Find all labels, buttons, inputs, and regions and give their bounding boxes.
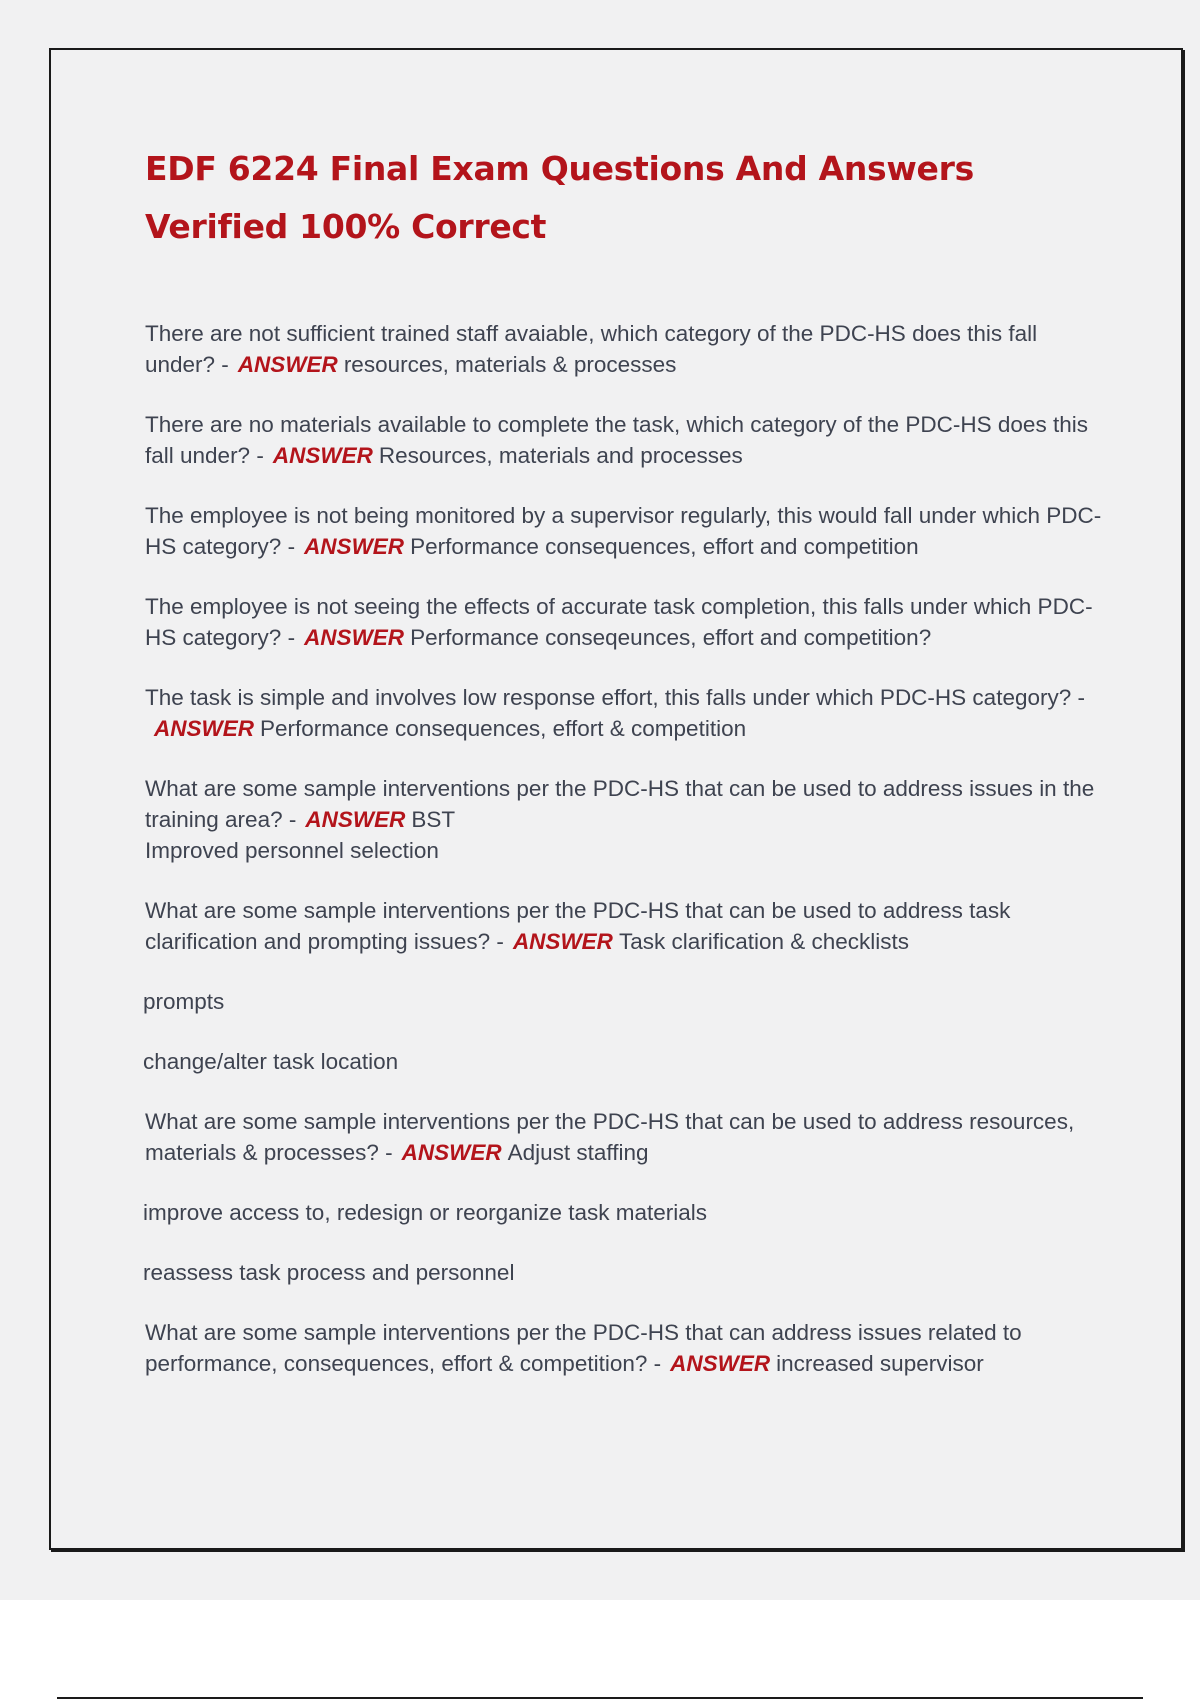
answer-text: Task clarification & checklists — [618, 929, 910, 954]
footer-divider — [57, 1697, 1143, 1699]
answer-label: ANSWER — [304, 534, 405, 559]
answer-extra-line: improve access to, redesign or reorganize task materials — [143, 1200, 707, 1225]
answer-label: ANSWER — [237, 352, 338, 377]
answer-label: ANSWER — [154, 716, 254, 741]
answer-continued-text: Improved personnel selection — [145, 838, 439, 863]
document-title: EDF 6224 Final Exam Questions And Answers Verified 100% Correct — [145, 149, 974, 246]
answer-label: ANSWER — [670, 1351, 771, 1376]
qa-item — [145, 1317, 1105, 1379]
answer-label: ANSWER — [401, 1140, 502, 1165]
answer-text: BST — [411, 807, 456, 832]
answer-extra-line: prompts — [143, 989, 225, 1014]
answer-text: Adjust staffing — [507, 1140, 649, 1165]
qa-item — [145, 409, 1105, 471]
qa-item — [145, 591, 1105, 653]
answer-text: increased supervisor — [776, 1351, 984, 1376]
answer-label: ANSWER — [305, 807, 406, 832]
question-text: What are some sample interventions per the PDC-HS that can address issues related to performance, consequences, effort & competition? - — [145, 1320, 1022, 1376]
question-text: What are some sample interventions per the PDC-HS that can be used to address task clarification and prompting issues? - — [145, 898, 1011, 954]
answer-label: ANSWER — [304, 625, 405, 650]
answer-text: Performance conseqeunces, effort and competition? — [410, 625, 932, 650]
question-text: What are some sample interventions per the PDC-HS that can be used to address resources, materials & processes? - — [145, 1109, 1075, 1165]
answer-text: resources, materials & processes — [343, 352, 677, 377]
qa-item — [145, 895, 1105, 957]
answer-extra-line: reassess task process and personnel — [143, 1260, 515, 1285]
answer-label: ANSWER — [512, 929, 613, 954]
answer-label: ANSWER — [272, 443, 373, 468]
qa-item — [145, 500, 1105, 562]
qa-item — [145, 318, 1105, 380]
question-text: There are no materials available to complete the task, which category of the PDC-HS does this fall under? - — [145, 412, 1088, 468]
question-text: There are not sufficient trained staff avaiable, which category of the PDC-HS does this fall under? - — [145, 321, 1038, 377]
qa-item — [145, 773, 1105, 866]
question-text: The task is simple and involves low response effort, this falls under which PDC-HS category? - — [145, 685, 1085, 710]
answer-text: Performance consequences, effort & competition — [260, 716, 747, 741]
question-text: What are some sample interventions per the PDC-HS that can be used to address issues in the training area? - — [145, 776, 1095, 832]
question-text: The employee is not seeing the effects of accurate task completion, this falls under which PDC-HS category? - — [145, 594, 1093, 650]
question-text: The employee is not being monitored by a supervisor regularly, this would fall under which PDC-HS category? - — [145, 503, 1102, 559]
qa-item — [145, 682, 1105, 744]
answer-extra-line: change/alter task location — [143, 1049, 399, 1074]
qa-item — [145, 1106, 1105, 1168]
answer-text: Resources, materials and processes — [378, 443, 743, 468]
qa-content — [145, 318, 1105, 1408]
answer-text: Performance consequences, effort and competition — [410, 534, 919, 559]
